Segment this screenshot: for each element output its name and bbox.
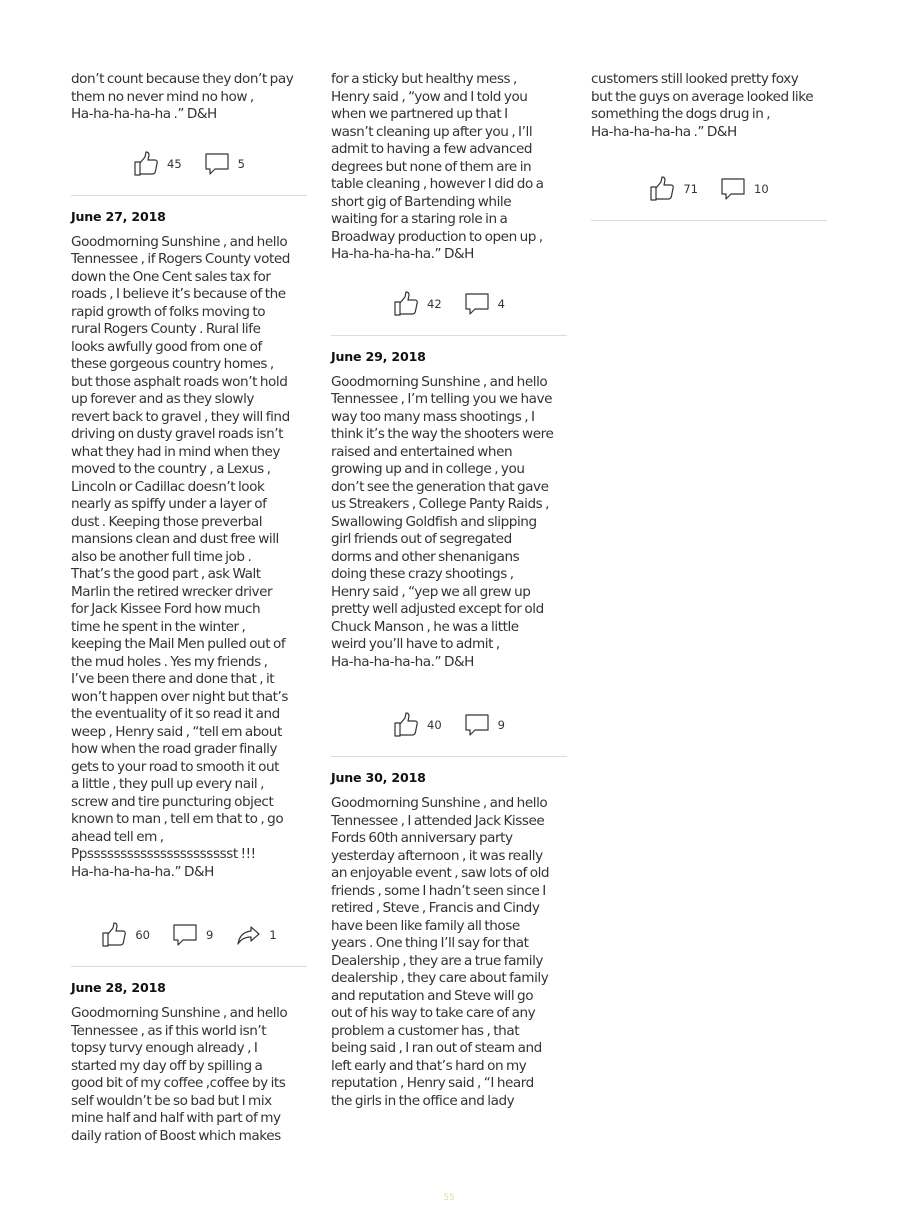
post-divider — [331, 335, 567, 336]
page-number: 55 — [443, 1193, 455, 1203]
speech-bubble-icon — [464, 712, 490, 738]
share-button[interactable] — [235, 922, 276, 948]
comment-count: 4 — [497, 296, 505, 311]
share-arrow-icon — [235, 922, 261, 948]
comment-button[interactable] — [720, 176, 769, 202]
thumbs-up-icon — [133, 151, 159, 177]
post-date: June 27, 2018 — [71, 208, 166, 224]
comment-button[interactable] — [172, 922, 213, 948]
like-button[interactable] — [393, 712, 442, 738]
thumbs-up-icon — [393, 291, 419, 317]
post-divider — [71, 195, 307, 196]
post-body: don’t count because they don’t pay them no never mind no how , Ha-ha-ha-ha-ha .” D&H — [71, 71, 294, 122]
like-button[interactable] — [649, 176, 698, 202]
like-count: 42 — [427, 296, 442, 311]
post-date: June 28, 2018 — [71, 980, 166, 995]
like-button[interactable] — [393, 291, 442, 317]
spacer — [71, 881, 307, 895]
speech-bubble-icon — [172, 922, 198, 948]
like-count: 45 — [167, 156, 182, 171]
speech-bubble-icon — [464, 291, 490, 317]
thumbs-up-icon — [393, 712, 419, 738]
post-body: Goodmorning Sunshine , and hello Tennessee , as if this world isn’t topsy turvy enough already , I started my day off by spilling a good bit of my coffee ,coffee by its self wouldn’t be so bad but I mix mine half and half with part of my daily ration of Boost which makes — [71, 1005, 288, 1144]
post-body: for a sticky but healthy mess , Henry said , “yow and I told you when we partnered up that I wasn’t cleaning up after you , I’ll admit to having a few advanced degrees but none of them are in table cleaning , however I did do a short gig of Bartending while waiting for a staring role in a Broadway production to open up , Ha-ha-ha-ha-ha.” D&H — [331, 71, 544, 262]
post-reactions — [331, 290, 567, 318]
post-body: Goodmorning Sunshine , and hello Tennessee , if Rogers County voted down the One Cent sales tax for roads , I believe it’s because of the rapid growth of folks moving to rural Rogers County . Rural life looks awfully good from one of these gorgeous country homes , but those asphalt roads won’t hold up forever and as they slowly revert back to gravel , they will find driving on dusty gravel roads isn’t what they had in mind when they moved to the country , a Lexus , Lincoln or Cadillac doesn’t look nearly as spiffy under a layer of dust . Keeping those preverbal mansions clean and dust free will also be another full time job . That’s the good part , ask Walt Marlin the retired wrecker driver for Jack Kissee Ford how much time he spent in the winter , keeping the Mail Men pulled out of the mud holes . Yes my friends , I’ve been there and done that , it won’t happen over night but that’s the eventuality of it so read it and weep , Henry said , “tell em about how when the road grader finally gets to your road to smooth it out a little , they pull up every nail , screw and tire puncturing object known to man , tell em that to , go ahead tell em , Ppsssssssssssssssssssssst !!! Ha-ha-ha-ha-ha.” D&H — [71, 233, 290, 880]
like-count: 40 — [427, 718, 442, 732]
post-reactions — [591, 175, 827, 203]
comment-button[interactable] — [204, 151, 245, 177]
like-button[interactable] — [133, 151, 182, 177]
like-button[interactable] — [101, 922, 150, 948]
post-body: Goodmorning Sunshine , and hello Tennessee , I attended Jack Kissee Fords 60th anniversary party yesterday afternoon , it was really an enjoyable event , saw lots of old friends , some I hadn’t seen since I retired , Steve , Francis and Cindy have been like family all those years . One thing I’ll say for that Dealership , they are a true family dealership , they care about family and reputation and Steve will go out of his way to take care of any problem a customer has , that being said , I ran out of steam and left early and that’s hard on my reputation , Henry said , “I heard the girls in the office and lady — [331, 795, 550, 1109]
comment-count: 5 — [237, 156, 245, 171]
post-divider — [591, 220, 827, 221]
comment-button[interactable] — [464, 712, 505, 738]
comment-button[interactable] — [464, 291, 505, 317]
like-count: 71 — [683, 182, 698, 196]
post-reactions — [71, 150, 307, 178]
like-count: 60 — [135, 928, 150, 942]
post-divider — [331, 756, 567, 757]
speech-bubble-icon — [204, 151, 230, 177]
post-reactions — [331, 711, 567, 739]
post-body: customers still looked pretty foxy but the guys on average looked like something the dogs drug in , Ha-ha-ha-ha-ha .” D&H — [591, 71, 814, 140]
column-right — [591, 71, 827, 221]
post-reactions — [71, 921, 307, 949]
thumbs-up-icon — [101, 922, 127, 948]
post-divider — [71, 966, 307, 967]
post-date: June 30, 2018 — [331, 770, 426, 785]
spacer — [591, 141, 827, 149]
column-left — [71, 71, 307, 1145]
post-body: Goodmorning Sunshine , and hello Tennessee , I’m telling you we have way too many mass shootings , I think it’s the way the shooters were raised and entertained when growing up and in college , you don’t see the generation that gave us Streakers , College Panty Raids , Swallowing Goldfish and slipping girl friends out of segregated dorms and other shenanigans doing these crazy shootings , Henry said , “yep we all grew up pretty well adjusted except for old Chuck Manson , he was a little weird you’ll have to admit , Ha-ha-ha-ha-ha.” D&H — [331, 373, 554, 670]
column-middle — [331, 71, 567, 1110]
speech-bubble-icon — [720, 176, 746, 202]
comment-count: 10 — [754, 182, 769, 196]
share-count: 1 — [269, 928, 277, 942]
spacer — [331, 671, 567, 685]
comment-count: 9 — [497, 718, 505, 732]
comment-count: 9 — [205, 928, 214, 942]
post-date: June 29, 2018 — [331, 348, 426, 364]
thumbs-up-icon — [649, 176, 675, 202]
